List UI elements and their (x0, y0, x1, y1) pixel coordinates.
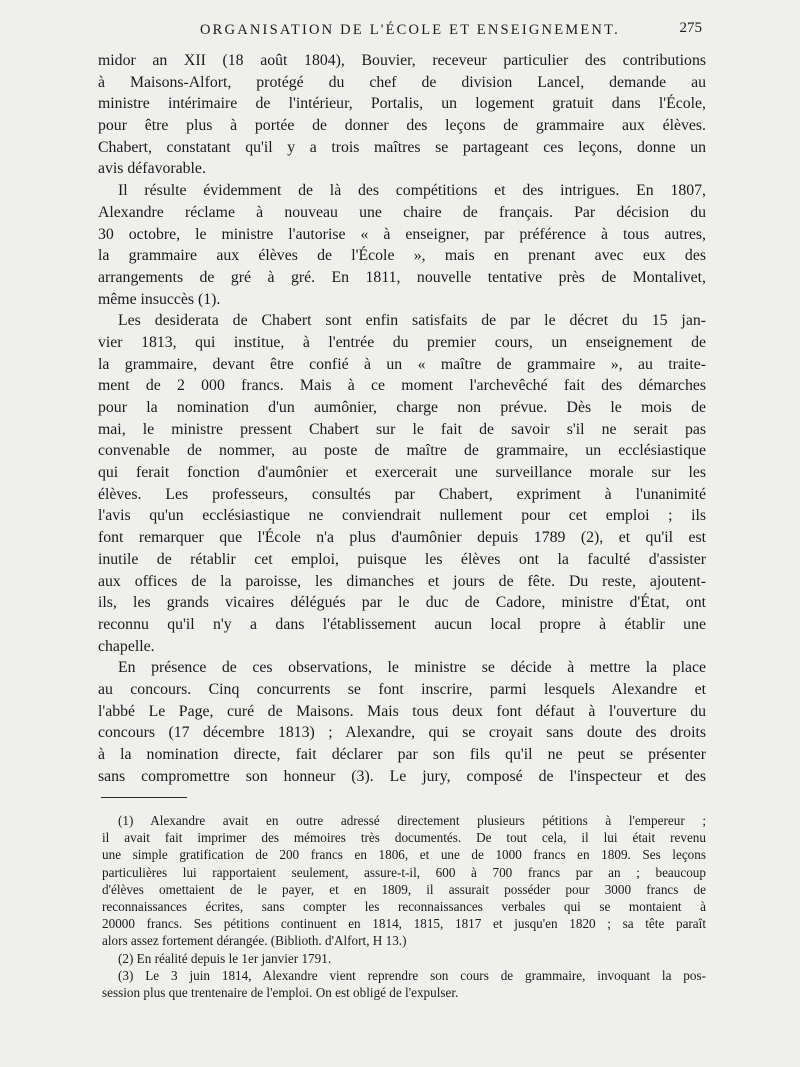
text-line: font remarquer que l'École n'a plus d'aumônier depuis 1789 (2), et qu'il est (98, 529, 706, 547)
text-line: l'abbé Le Page, curé de Maisons. Mais tous deux font défaut à l'ouverture du (98, 702, 706, 720)
page-number: 275 (679, 20, 702, 36)
footnote-line: (3) Le 3 juin 1814, Alexandre vient reprendre son cours de grammaire, invoquant la pos- (118, 967, 706, 983)
text-line: Alexandre réclame à nouveau une chaire de français. Par décision du (98, 203, 706, 221)
text-line: la grammaire, devant être confié à un « maître de grammaire », au traite- (98, 355, 706, 373)
footnote-line: il avait fait imprimer des mémoires très documentés. De tout cela, il lui était revenu (102, 830, 706, 846)
text-line: pour être plus à portée de donner des leçons de grammaire aux élèves. (98, 117, 706, 135)
footnote-line: une simple gratification de 200 francs en 1806, et une de 1000 francs en 1809. Ses leçons (102, 847, 706, 863)
text-line: arrangements de gré à gré. En 1811, nouvelle tentative près de Montalivet, (98, 268, 706, 286)
text-line: ministre intérimaire de l'intérieur, Portalis, un logement gratuit dans l'École, (98, 95, 706, 113)
footnote (102, 950, 706, 967)
text-line: la grammaire aux élèves de l'École », mais en prenant avec eux des (98, 247, 706, 265)
text-line: qui ferait fonction d'aumônier et exercerait une surveillance morale sur les (98, 464, 706, 482)
text-line: 30 octobre, le ministre l'autorise « à enseigner, par préférence à tous autres, (98, 225, 706, 243)
text-line: au concours. Cinq concurrents se font inscrire, parmi lesquels Alexandre et (98, 680, 706, 698)
footnote-line: d'élèves omettaient de le payer, et en 1809, il assurait posséder pour 3000 francs de (102, 881, 706, 897)
text-line: En présence de ces observations, le ministre se décide à mettre la place (118, 659, 706, 677)
body-text (98, 50, 706, 787)
paragraph (98, 50, 706, 180)
footnote-line: (1) Alexandre avait en outre adressé directement plusieurs pétitions à l'empereur ; (118, 813, 706, 828)
footnote-line: alors assez fortement dérangée. (Biblioth. d'Alfort, H 13.) (102, 933, 407, 949)
text-line: l'avis qu'un ecclésiastique ne conviendrait nullement pour cet emploi ; ils (98, 507, 706, 525)
footnote-rule (101, 797, 187, 798)
text-line: inutile de rétablir cet emploi, puisque les élèves ont la faculté d'assister (98, 550, 706, 568)
text-line: avis défavorable. (98, 160, 206, 178)
footnote-line: session plus que trentenaire de l'emploi. On est obligé de l'expulser. (102, 984, 459, 1000)
footnote-line: 20000 francs. Ses pétitions continuent en 1814, 1815, 1817 et jusqu'en 1820 ; sa tête paraît (102, 916, 706, 932)
text-line: Il résulte évidemment de là des compétitions et des intrigues. En 1807, (118, 182, 706, 200)
running-title: ORGANISATION DE L'ÉCOLE ET ENSEIGNEMENT. (200, 22, 620, 38)
text-line: concours (17 décembre 1813) ; Alexandre, qui se croyait sans doute des droits (98, 724, 706, 742)
text-line: sans compromettre son honneur (3). Le jury, composé de l'inspecteur et des (98, 767, 706, 785)
text-line: mai, le ministre pressent Chabert sur le fait de savoir s'il ne serait pas (98, 420, 706, 438)
text-line: convenable de nommer, au poste de maître de grammaire, un ecclésiastique (98, 442, 706, 460)
footnote-line: particulières lui rapportaient seulement, assure-t-il, 600 à 700 francs par an ; beaucoup (102, 864, 706, 880)
text-line: ment de 2 000 francs. Mais à ce moment l'archevêché fait des démarches (98, 377, 706, 395)
text-line: Chabert, constatant qu'il y a trois maîtres se partageant ces leçons, donne un (98, 138, 706, 156)
text-line: Les desiderata de Chabert sont enfin satisfaits de par le décret du 15 jan- (118, 312, 706, 330)
text-line: vier 1813, qui institue, à l'entrée du premier cours, un enseignement de (98, 333, 706, 351)
text-line: élèves. Les professeurs, consultés par Chabert, expriment à l'unanimité (98, 485, 706, 503)
text-line: ils, les grands vicaires délégués par le duc de Cadore, ministre d'État, ont (98, 594, 706, 612)
text-line: reconnu qu'il n'y a dans l'établissement aucun local propre à établir une (98, 615, 706, 633)
footnote (102, 812, 706, 950)
footnote-line: (2) En réalité depuis le 1er janvier 1791. (118, 950, 332, 966)
page-header (98, 22, 702, 44)
text-line: même insuccès (1). (98, 290, 221, 308)
text-line: midor an XII (18 août 1804), Bouvier, receveur particulier des contributions (98, 52, 706, 69)
text-line: aux offices de la paroisse, les dimanches et jours de fête. Du reste, ajoutent- (98, 572, 706, 590)
footnote-line: reconnaissances écrites, sans compter les reconnaissances verbales qui se montaient à (102, 898, 706, 914)
text-line: chapelle. (98, 637, 155, 655)
text-line: à Maisons-Alfort, protégé du chef de division Lancel, demande au (98, 73, 706, 91)
footnote (102, 967, 706, 1001)
paragraph (98, 657, 706, 787)
text-line: à la nomination directe, fait déclarer par son fils qu'il ne peut se présenter (98, 746, 706, 763)
paragraph (98, 310, 706, 657)
text-line: pour la nomination d'un aumônier, charge non prévue. Dès le mois de (98, 399, 706, 416)
footnotes (102, 812, 706, 1001)
paragraph (98, 180, 706, 310)
